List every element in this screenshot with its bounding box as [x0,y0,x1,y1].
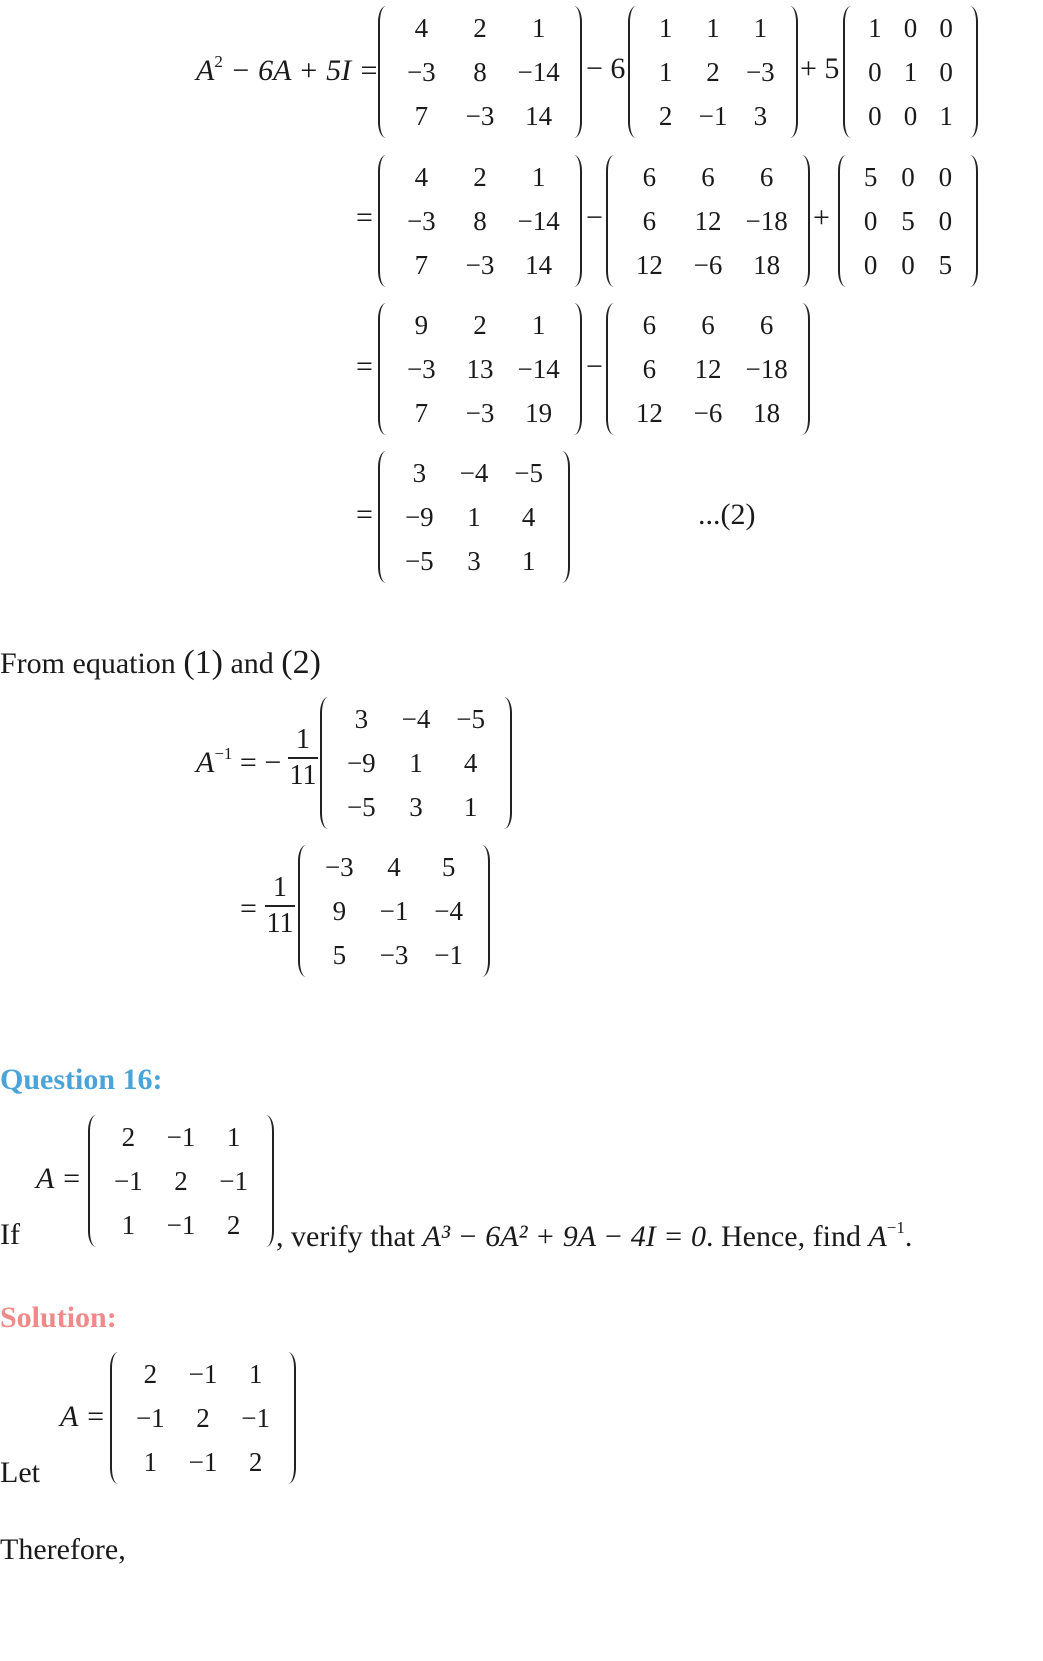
matrix-cell: −5 [346,791,376,822]
inv2-matrix [298,845,490,977]
matrix-cell: 8 [473,56,487,87]
eq2-matrix-a2 [378,155,582,287]
matrix-cell: 5 [901,205,915,236]
matrix-cell: 6 [759,309,774,340]
matrix-cell: −5 [404,545,434,576]
matrix-cell: −5 [456,703,486,734]
matrix-cell: −1 [188,1446,218,1477]
eq2-matrix-6a [606,155,810,287]
question-hence-text: . Hence, find [706,1220,869,1253]
question-A-eq [36,1162,82,1196]
matrix-cell: 9 [332,895,347,926]
matrix-cell: 4 [521,501,536,532]
matrix-cell: 5 [441,851,456,882]
matrix-cell: 18 [753,397,781,428]
question-if: If [0,1218,20,1251]
matrix-cell: −3 [406,205,436,236]
eq2-op1: − [586,201,603,234]
matrix-cell: 1 [121,1209,136,1240]
matrix-cell: 1 [248,1358,263,1389]
from-ref1: (1) [183,644,223,681]
inv1-fraction [288,725,318,791]
inv1-frac-den: 11 [289,760,317,791]
matrix-cell: −6 [693,249,723,280]
matrix-cell: −3 [465,397,495,428]
matrix-cell: −4 [459,457,489,488]
inv2-matrix-right-paren [474,845,490,977]
matrix-cell: 1 [463,791,478,822]
eq1-lhs [196,52,379,88]
eq2-matrix-5i-right-paren [962,155,978,287]
inv1-lhs [196,744,281,780]
matrix-cell: 0 [863,205,878,236]
matrix-cell: 6 [642,309,657,340]
matrix-cell: −1 [379,895,409,926]
inv2-frac-bar [265,905,295,907]
matrix-cell: −1 [166,1121,196,1152]
solution-let: Let [0,1456,40,1489]
matrix-cell: 1 [706,12,720,43]
matrix-cell: −18 [745,205,788,236]
matrix-cell: −3 [465,249,495,280]
question-matrix [88,1115,274,1247]
eq2-matrix-a2-right-paren [566,155,582,287]
matrix-cell: 2 [473,161,487,192]
eq3-matrix-6a [606,303,810,435]
matrix-cell: 0 [938,205,953,236]
matrix-cell: 0 [901,249,915,280]
matrix-cell: −1 [698,100,728,131]
question-heading: Question 16: [0,1063,163,1096]
from-text1: From equation [0,647,184,680]
matrix-cell: 3 [412,457,427,488]
from-text2: and [222,647,282,680]
matrix-cell: −9 [404,501,434,532]
inv1-frac-bar [288,757,318,759]
solution-matrix-right-paren [280,1352,296,1484]
eq1-op2: + 5 [800,52,840,85]
solution-A-eq-text: A = [60,1400,106,1433]
matrix-cell: −14 [517,205,560,236]
question-verify-text: , verify that [276,1220,423,1253]
matrix-cell: 4 [414,161,429,192]
matrix-cell: 0 [938,161,953,192]
question-find-A: A [868,1220,887,1253]
matrix-cell: 1 [521,545,536,576]
inv2-fraction [265,873,295,939]
solution-A-eq [60,1400,106,1434]
eq1-lhs-rest: − 6A + 5I = [222,54,379,87]
matrix-cell: 1 [409,747,423,778]
matrix-cell: 8 [473,205,487,236]
matrix-cell: 3 [467,545,481,576]
matrix-cell: 5 [332,939,347,970]
solution-matrix [110,1352,296,1484]
matrix-cell: 6 [759,161,774,192]
matrix-cell: 0 [903,100,918,131]
eq1-op1: − 6 [586,52,626,85]
matrix-cell: −1 [434,939,464,970]
eq3-matrix-sum [378,303,582,435]
matrix-cell: −1 [135,1402,165,1433]
eq2-op2: + [813,201,830,234]
eq2-matrix-5i [838,155,978,287]
matrix-cell: 12 [694,353,722,384]
matrix-cell: 0 [939,56,953,87]
solution-therefore: Therefore, [0,1533,126,1566]
eq3-matrix-sum-right-paren [566,303,582,435]
matrix-cell: 2 [473,12,487,43]
matrix-cell: 6 [642,205,657,236]
matrix-cell: 1 [753,12,768,43]
question-find-exp: −1 [886,1218,905,1237]
matrix-cell: 12 [635,249,663,280]
matrix-cell: 2 [658,100,673,131]
matrix-cell: 2 [706,56,720,87]
matrix-cell: 1 [658,56,673,87]
matrix-cell: 1 [531,161,546,192]
matrix-cell: −14 [517,353,560,384]
eq3-op1: − [586,350,603,383]
matrix-cell: 6 [701,161,715,192]
eq2-matrix-6a-right-paren [794,155,810,287]
inv1-matrix [320,697,512,829]
eq1-matrix-i [843,6,978,138]
matrix-cell: 14 [525,100,553,131]
matrix-cell: 12 [694,205,722,236]
matrix-cell: 0 [903,12,918,43]
eq4-label: ...(2) [698,498,756,531]
matrix-cell: 2 [248,1446,263,1477]
inv1-frac-num: 1 [296,724,310,755]
eq1-matrix-a2-right-paren [566,6,582,138]
matrix-cell: 7 [414,397,429,428]
matrix-cell: 1 [531,12,546,43]
matrix-cell: 0 [939,12,953,43]
matrix-cell: 0 [863,249,878,280]
matrix-cell: −3 [406,56,436,87]
matrix-cell: −4 [401,703,431,734]
matrix-cell: −14 [517,56,560,87]
eq4-matrix-result-right-paren [554,451,570,583]
matrix-cell: 2 [473,309,487,340]
matrix-cell: 0 [868,100,882,131]
inv1-matrix-right-paren [496,697,512,829]
question-statement [276,1218,912,1254]
matrix-cell: −6 [693,397,723,428]
matrix-cell: 13 [466,353,494,384]
matrix-cell: 19 [525,397,553,428]
matrix-cell: 2 [143,1358,158,1389]
eq1-matrix-a-right-paren [782,6,798,138]
matrix-cell: 4 [387,851,401,882]
eq4-matrix-result [378,451,570,583]
matrix-cell: 5 [863,161,878,192]
inv1-lhs-exp: −1 [214,744,233,763]
matrix-cell: 5 [938,249,953,280]
matrix-cell: −1 [188,1358,218,1389]
matrix-cell: 7 [414,249,429,280]
matrix-cell: 1 [467,501,481,532]
from-ref2: (2) [281,644,321,681]
inv1-lhs-A: A [196,746,215,779]
matrix-cell: 18 [753,249,781,280]
matrix-cell: 4 [414,12,429,43]
eq1-lhs-exp: 2 [214,52,223,71]
matrix-cell: −4 [434,895,464,926]
matrix-cell: 1 [903,56,918,87]
matrix-cell: 3 [753,100,768,131]
matrix-cell: 6 [642,161,657,192]
matrix-cell: −9 [346,747,376,778]
matrix-cell: 0 [901,161,915,192]
matrix-cell: 3 [354,703,369,734]
question-end: . [904,1220,913,1253]
matrix-cell: 12 [635,397,663,428]
matrix-cell: −1 [166,1209,196,1240]
matrix-cell: 6 [642,353,657,384]
matrix-cell: 1 [868,12,882,43]
eq4-eq: = [356,498,373,531]
eq1-matrix-a2 [378,6,582,138]
inv2-frac-den: 11 [266,908,294,939]
from-line [0,644,321,682]
matrix-cell: −3 [324,851,354,882]
inv2-eq: = [240,892,257,925]
matrix-cell: 1 [531,309,546,340]
inv2-frac-num: 1 [273,872,287,903]
matrix-cell: 0 [868,56,882,87]
matrix-cell: 2 [174,1165,188,1196]
matrix-cell: 2 [226,1209,241,1240]
inv1-eq: = − [239,746,282,779]
matrix-cell: 7 [414,100,429,131]
matrix-cell: −3 [406,353,436,384]
eq1-matrix-i-right-paren [962,6,978,138]
matrix-cell: 4 [463,747,478,778]
solution-heading: Solution: [0,1301,117,1334]
matrix-cell: 1 [143,1446,158,1477]
question-verify-eq: A³ − 6A² + 9A − 4I = 0 [422,1220,707,1253]
eq3-eq: = [356,350,373,383]
matrix-cell: 3 [409,791,423,822]
matrix-cell: 2 [121,1121,136,1152]
eq1-matrix-a [628,6,798,138]
question-matrix-right-paren [258,1115,274,1247]
matrix-cell: 1 [226,1121,241,1152]
matrix-cell: −3 [379,939,409,970]
matrix-cell: −1 [219,1165,249,1196]
matrix-cell: 9 [414,309,429,340]
matrix-cell: 1 [658,12,673,43]
question-A-eq-text: A = [36,1162,82,1195]
matrix-cell: 14 [525,249,553,280]
matrix-cell: −1 [113,1165,143,1196]
eq2-eq: = [356,201,373,234]
matrix-cell: −5 [514,457,544,488]
matrix-cell: −3 [745,56,775,87]
matrix-cell: −18 [745,353,788,384]
matrix-cell: −3 [465,100,495,131]
matrix-cell: 6 [701,309,715,340]
eq1-lhs-A: A [196,54,215,87]
matrix-cell: 1 [939,100,953,131]
matrix-cell: −1 [241,1402,271,1433]
matrix-cell: 2 [196,1402,210,1433]
eq3-matrix-6a-right-paren [794,303,810,435]
